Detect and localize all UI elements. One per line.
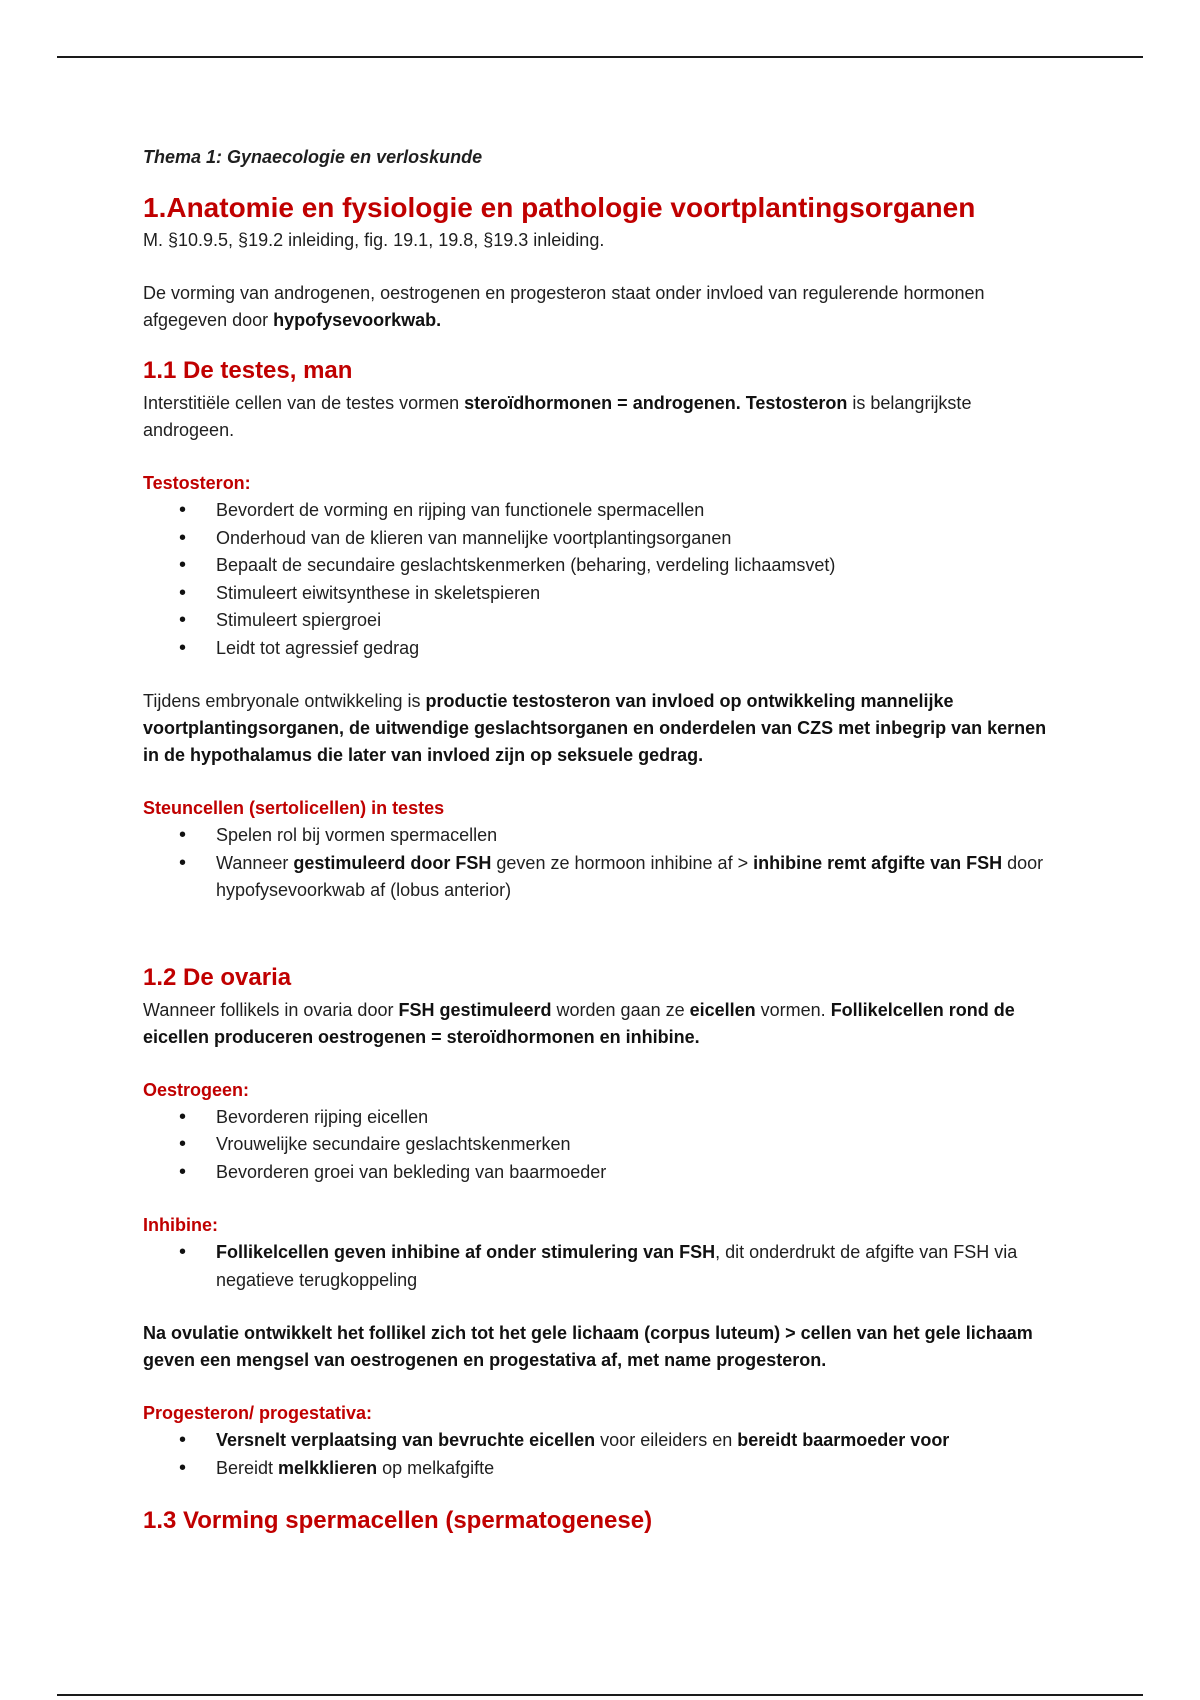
progesteron-label: Progesteron/ progestativa: [143, 1403, 373, 1423]
ovulatie-paragraph: Na ovulatie ontwikkelt het follikel zich tot het gele lichaam (corpus luteum) > cellen van het gele lichaam geven een mengsel van oestrogenen en progestativa af, met name progesteron. [143, 1323, 1033, 1370]
list-item: • Stimuleert spiergroei [143, 607, 1063, 635]
list-item: • Leidt tot agressief gedrag [143, 635, 1063, 663]
steuncellen-list [143, 822, 1063, 905]
list-item: • Wanneer gestimuleerd door FSH geven ze hormoon inhibine af > inhibine remt afgifte van FSH door hypofysevoorkwab af (lobus anterior) [143, 850, 1063, 905]
chapter-title: 1.Anatomie en fysiologie en pathologie voortplantingsorganen [143, 192, 976, 223]
steuncellen-label: Steuncellen (sertolicellen) in testes [143, 798, 445, 818]
inhibine-list [143, 1239, 1063, 1294]
testosteron-label: Testosteron: [143, 473, 251, 493]
testes-paragraph: Interstitiële cellen van de testes vormen steroïdhormonen = androgenen. Testosteron is belangrijkste androgeen. [143, 393, 972, 440]
section-heading-spermatogenese: 1.3 Vorming spermacellen (spermatogenese) [143, 1507, 653, 1534]
section-heading-ovaria: 1.2 De ovaria [143, 963, 292, 991]
footer-rule [57, 1694, 1143, 1696]
inhibine-label: Inhibine: [143, 1215, 218, 1235]
oestrogeen-list [143, 1104, 1063, 1187]
document-page [143, 145, 1063, 1540]
list-item: • Bevorderen rijping eicellen [143, 1104, 1063, 1132]
oestrogeen-label: Oestrogeen: [143, 1079, 250, 1100]
embryo-paragraph: Tijdens embryonale ontwikkeling is productie testosteron van invloed op ontwikkeling mannelijke voortplantingsorganen, de uitwendige geslachtsorganen en onderdelen van CZS met inbegrip van kernen in de hypothalamus die later van invloed zijn op seksuele gedrag. [143, 691, 1047, 765]
list-item: • Bevorderen groei van bekleding van baarmoeder [143, 1159, 1063, 1187]
list-item: • Versnelt verplaatsing van bevruchte eicellen voor eileiders en bereidt baarmoeder voor [143, 1427, 1063, 1455]
references: M. §10.9.5, §19.2 inleiding, fig. 19.1, 19.8, §19.3 inleiding. [143, 230, 605, 250]
list-item: • Follikelcellen geven inhibine af onder stimulering van FSH, dit onderdrukt de afgifte van FSH via negatieve terugkoppeling [143, 1239, 1063, 1294]
list-item: • Bereidt melkklieren op melkafgifte [143, 1455, 1063, 1483]
theme-heading: Thema 1: Gynaecologie en verloskunde [143, 147, 483, 167]
list-item: • Spelen rol bij vormen spermacellen [143, 822, 1063, 850]
list-item: • Onderhoud van de klieren van mannelijke voortplantingsorganen [143, 525, 1063, 553]
header-rule [57, 56, 1143, 58]
ovaria-paragraph: Wanneer follikels in ovaria door FSH gestimuleerd worden gaan ze eicellen vormen. Follikelcellen rond de eicellen produceren oestrogenen = steroïdhormonen en inhibine. [143, 999, 1015, 1047]
list-item: • Stimuleert eiwitsynthese in skeletspieren [143, 580, 1063, 608]
intro-paragraph: De vorming van androgenen, oestrogenen en progesteron staat onder invloed van regulerende hormonen afgegeven door hypofysevoorkwab. [143, 283, 985, 330]
list-item: • Bepaalt de secundaire geslachtskenmerken (beharing, verdeling lichaamsvet) [143, 552, 1063, 580]
list-item: • Vrouwelijke secundaire geslachtskenmerken [143, 1131, 1063, 1159]
section-heading-testes: 1.1 De testes, man [143, 357, 353, 384]
progesteron-list [143, 1427, 1063, 1482]
testosteron-list [143, 497, 1063, 662]
list-item: • Bevordert de vorming en rijping van functionele spermacellen [143, 497, 1063, 525]
